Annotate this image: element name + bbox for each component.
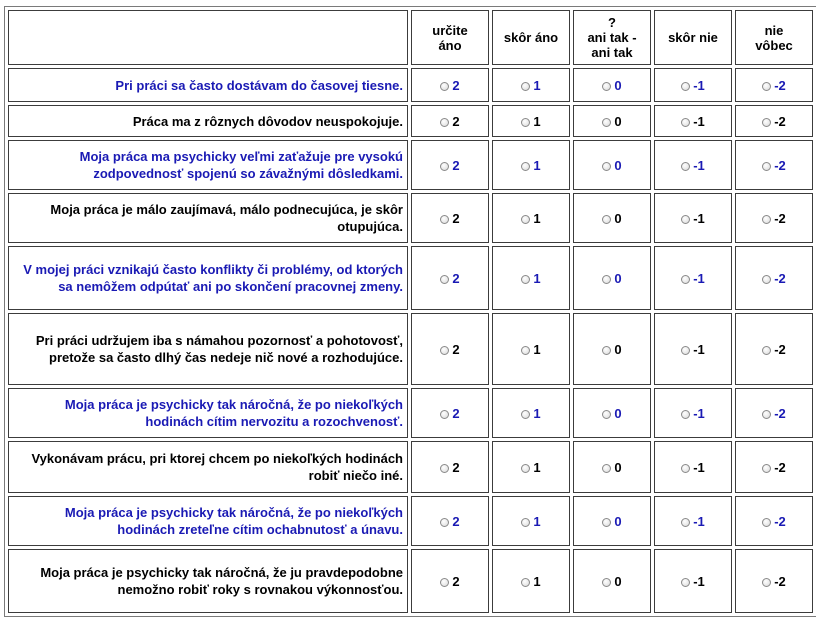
- answer-value-label: 0: [614, 270, 622, 286]
- radio-button-icon[interactable]: [762, 578, 771, 587]
- header-col-3: [654, 10, 732, 65]
- answer-value-label: -1: [693, 157, 705, 173]
- header-col-label: skôr áno: [503, 30, 559, 45]
- answer-option-cell[interactable]: [411, 68, 489, 102]
- answer-value-label: -1: [693, 405, 705, 421]
- answer-value-label: 0: [614, 341, 622, 357]
- answer-option-cell[interactable]: [573, 388, 651, 438]
- radio-button-icon[interactable]: [440, 162, 449, 171]
- question-text: Moja práca je psychicky tak náročná, že po niekoľkých hodinách zreteľne cítim ochabnutosť a únavu.: [8, 496, 408, 546]
- answer-value-label: 1: [533, 341, 541, 357]
- question-text: Moja práca ma psychicky veľmi zaťažuje pre vysokú zodpovednosť spojenú so závažnými dôsledkami.: [8, 140, 408, 190]
- answer-value-label: -2: [774, 341, 786, 357]
- answer-option-cell[interactable]: [411, 140, 489, 190]
- answer-value-label: 2: [452, 459, 460, 475]
- answer-value-label: -1: [693, 341, 705, 357]
- answer-option-cell[interactable]: [654, 549, 732, 613]
- radio-button-icon[interactable]: [602, 464, 611, 473]
- header-col-label: ? ani tak - ani tak: [587, 15, 637, 60]
- answer-value-label: 0: [614, 113, 622, 129]
- answer-option-cell[interactable]: [492, 246, 570, 310]
- answer-option-cell[interactable]: [735, 496, 813, 546]
- answer-option-cell[interactable]: [492, 388, 570, 438]
- radio-button-icon[interactable]: [521, 410, 530, 419]
- question-text: Práca ma z rôznych dôvodov neuspokojuje.: [8, 105, 408, 137]
- answer-value-label: 2: [452, 113, 460, 129]
- answer-option-cell[interactable]: [492, 496, 570, 546]
- answer-value-label: 1: [533, 157, 541, 173]
- header-col-label: určite áno: [432, 22, 468, 53]
- answer-option-cell[interactable]: [492, 140, 570, 190]
- radio-button-icon[interactable]: [521, 118, 530, 127]
- radio-button-icon[interactable]: [440, 215, 449, 224]
- answer-option-cell[interactable]: [492, 105, 570, 137]
- answer-value-label: 0: [614, 210, 622, 226]
- answer-value-label: 1: [533, 573, 541, 589]
- answer-value-label: -2: [774, 210, 786, 226]
- answer-value-label: 0: [614, 573, 622, 589]
- answer-option-cell[interactable]: [735, 140, 813, 190]
- radio-button-icon[interactable]: [602, 162, 611, 171]
- answer-option-cell[interactable]: [654, 441, 732, 493]
- question-text: Vykonávam prácu, pri ktorej chcem po niekoľkých hodinách robiť niečo iné.: [8, 441, 408, 493]
- answer-option-cell[interactable]: [654, 246, 732, 310]
- answer-value-label: -2: [774, 459, 786, 475]
- radio-button-icon[interactable]: [521, 82, 530, 91]
- question-text: Pri práci sa často dostávam do časovej tiesne.: [8, 68, 408, 102]
- answer-value-label: 2: [452, 513, 460, 529]
- answer-option-cell[interactable]: [411, 105, 489, 137]
- radio-button-icon[interactable]: [521, 162, 530, 171]
- answer-value-label: 1: [533, 77, 541, 93]
- question-text: Moja práca je psychicky tak náročná, že ju pravdepodobne nemožno robiť roky s rovnakou výkonnosťou.: [8, 549, 408, 613]
- radio-button-icon[interactable]: [762, 82, 771, 91]
- answer-value-label: 0: [614, 77, 622, 93]
- answer-option-cell[interactable]: [573, 193, 651, 243]
- header-col-label: nie vôbec: [755, 22, 793, 53]
- table-row: [8, 313, 813, 385]
- table-row: [8, 496, 813, 546]
- header-corner-cell: [8, 10, 408, 65]
- answer-value-label: -2: [774, 513, 786, 529]
- answer-value-label: 1: [533, 210, 541, 226]
- answer-option-cell[interactable]: [492, 68, 570, 102]
- answer-option-cell[interactable]: [573, 68, 651, 102]
- radio-button-icon[interactable]: [521, 346, 530, 355]
- answer-option-cell[interactable]: [492, 441, 570, 493]
- answer-value-label: 2: [452, 157, 460, 173]
- header-col-2: [573, 10, 651, 65]
- answer-option-cell[interactable]: [654, 140, 732, 190]
- answer-value-label: -1: [693, 573, 705, 589]
- radio-button-icon[interactable]: [681, 410, 690, 419]
- answer-option-cell[interactable]: [411, 441, 489, 493]
- answer-value-label: 0: [614, 513, 622, 529]
- answer-value-label: -1: [693, 113, 705, 129]
- answer-option-cell[interactable]: [573, 105, 651, 137]
- radio-button-icon[interactable]: [602, 118, 611, 127]
- survey-body: [8, 68, 813, 613]
- answer-option-cell[interactable]: [735, 388, 813, 438]
- radio-button-icon[interactable]: [440, 464, 449, 473]
- radio-button-icon[interactable]: [602, 82, 611, 91]
- answer-value-label: -2: [774, 405, 786, 421]
- answer-value-label: 1: [533, 113, 541, 129]
- answer-option-cell[interactable]: [735, 313, 813, 385]
- answer-value-label: 1: [533, 405, 541, 421]
- answer-option-cell[interactable]: [735, 549, 813, 613]
- radio-button-icon[interactable]: [521, 578, 530, 587]
- answer-value-label: 0: [614, 459, 622, 475]
- answer-option-cell[interactable]: [492, 193, 570, 243]
- header-col-1: [492, 10, 570, 65]
- header-col-4: [735, 10, 813, 65]
- radio-button-icon[interactable]: [440, 518, 449, 527]
- radio-button-icon[interactable]: [521, 215, 530, 224]
- radio-button-icon[interactable]: [602, 410, 611, 419]
- radio-button-icon[interactable]: [762, 215, 771, 224]
- radio-button-icon[interactable]: [440, 275, 449, 284]
- question-text: Moja práca je málo zaujímavá, málo podnecujúca, je skôr otupujúca.: [8, 193, 408, 243]
- survey-container: [4, 6, 816, 617]
- radio-button-icon[interactable]: [602, 215, 611, 224]
- answer-option-cell[interactable]: [411, 193, 489, 243]
- answer-option-cell[interactable]: [735, 193, 813, 243]
- table-row: [8, 388, 813, 438]
- answer-option-cell[interactable]: [573, 140, 651, 190]
- radio-button-icon[interactable]: [440, 118, 449, 127]
- radio-button-icon[interactable]: [681, 162, 690, 171]
- answer-option-cell[interactable]: [735, 441, 813, 493]
- answer-option-cell[interactable]: [654, 105, 732, 137]
- answer-option-cell[interactable]: [573, 441, 651, 493]
- radio-button-icon[interactable]: [762, 346, 771, 355]
- table-row: [8, 441, 813, 493]
- table-row: [8, 140, 813, 190]
- radio-button-icon[interactable]: [521, 518, 530, 527]
- header-row: [8, 10, 813, 65]
- answer-option-cell[interactable]: [735, 68, 813, 102]
- answer-value-label: -1: [693, 210, 705, 226]
- radio-button-icon[interactable]: [762, 518, 771, 527]
- answer-value-label: -1: [693, 513, 705, 529]
- answer-option-cell[interactable]: [411, 388, 489, 438]
- radio-button-icon[interactable]: [602, 578, 611, 587]
- answer-value-label: -2: [774, 270, 786, 286]
- answer-value-label: 2: [452, 341, 460, 357]
- answer-value-label: -1: [693, 459, 705, 475]
- radio-button-icon[interactable]: [602, 518, 611, 527]
- answer-option-cell[interactable]: [411, 246, 489, 310]
- answer-option-cell[interactable]: [492, 313, 570, 385]
- answer-value-label: 2: [452, 405, 460, 421]
- answer-value-label: 1: [533, 513, 541, 529]
- answer-option-cell[interactable]: [573, 313, 651, 385]
- answer-value-label: -1: [693, 270, 705, 286]
- radio-button-icon[interactable]: [681, 518, 690, 527]
- answer-option-cell[interactable]: [654, 388, 732, 438]
- radio-button-icon[interactable]: [762, 464, 771, 473]
- answer-option-cell[interactable]: [411, 496, 489, 546]
- radio-button-icon[interactable]: [681, 275, 690, 284]
- answer-option-cell[interactable]: [573, 246, 651, 310]
- answer-option-cell[interactable]: [573, 549, 651, 613]
- answer-option-cell[interactable]: [735, 105, 813, 137]
- radio-button-icon[interactable]: [440, 410, 449, 419]
- table-row: [8, 246, 813, 310]
- radio-button-icon[interactable]: [681, 578, 690, 587]
- answer-option-cell[interactable]: [654, 496, 732, 546]
- answer-value-label: 2: [452, 270, 460, 286]
- radio-button-icon[interactable]: [521, 275, 530, 284]
- table-row: [8, 193, 813, 243]
- question-text: Pri práci udržujem iba s námahou pozornosť a pohotovosť, pretože sa často dlhý čas nedeje nič nové a rozhodujúce.: [8, 313, 408, 385]
- survey-table: [4, 6, 816, 617]
- question-text: Moja práca je psychicky tak náročná, že po niekoľkých hodinách cítim nervozitu a rozochvenosť.: [8, 388, 408, 438]
- radio-button-icon[interactable]: [602, 275, 611, 284]
- answer-value-label: -1: [693, 77, 705, 93]
- answer-value-label: -2: [774, 113, 786, 129]
- answer-value-label: 1: [533, 270, 541, 286]
- header-col-0: [411, 10, 489, 65]
- radio-button-icon[interactable]: [440, 346, 449, 355]
- answer-value-label: 2: [452, 210, 460, 226]
- radio-button-icon[interactable]: [681, 82, 690, 91]
- table-row: [8, 549, 813, 613]
- radio-button-icon[interactable]: [440, 82, 449, 91]
- answer-value-label: 2: [452, 77, 460, 93]
- radio-button-icon[interactable]: [681, 346, 690, 355]
- table-row: [8, 105, 813, 137]
- question-text: V mojej práci vznikajú často konflikty či problémy, od ktorých sa nemôžem odpútať ani po skončení pracovnej zmeny.: [8, 246, 408, 310]
- answer-option-cell[interactable]: [411, 549, 489, 613]
- answer-value-label: 0: [614, 157, 622, 173]
- radio-button-icon[interactable]: [762, 275, 771, 284]
- answer-value-label: 2: [452, 573, 460, 589]
- radio-button-icon[interactable]: [602, 346, 611, 355]
- answer-option-cell[interactable]: [735, 246, 813, 310]
- radio-button-icon[interactable]: [681, 118, 690, 127]
- radio-button-icon[interactable]: [681, 464, 690, 473]
- radio-button-icon[interactable]: [521, 464, 530, 473]
- answer-option-cell[interactable]: [573, 496, 651, 546]
- radio-button-icon[interactable]: [762, 118, 771, 127]
- answer-value-label: 1: [533, 459, 541, 475]
- answer-option-cell[interactable]: [654, 313, 732, 385]
- answer-option-cell[interactable]: [492, 549, 570, 613]
- answer-value-label: 0: [614, 405, 622, 421]
- radio-button-icon[interactable]: [762, 162, 771, 171]
- radio-button-icon[interactable]: [681, 215, 690, 224]
- answer-option-cell[interactable]: [654, 68, 732, 102]
- answer-option-cell[interactable]: [411, 313, 489, 385]
- radio-button-icon[interactable]: [440, 578, 449, 587]
- answer-value-label: -2: [774, 77, 786, 93]
- table-row: [8, 68, 813, 102]
- answer-value-label: -2: [774, 157, 786, 173]
- answer-option-cell[interactable]: [654, 193, 732, 243]
- answer-value-label: -2: [774, 573, 786, 589]
- header-col-label: skôr nie: [668, 30, 718, 45]
- radio-button-icon[interactable]: [762, 410, 771, 419]
